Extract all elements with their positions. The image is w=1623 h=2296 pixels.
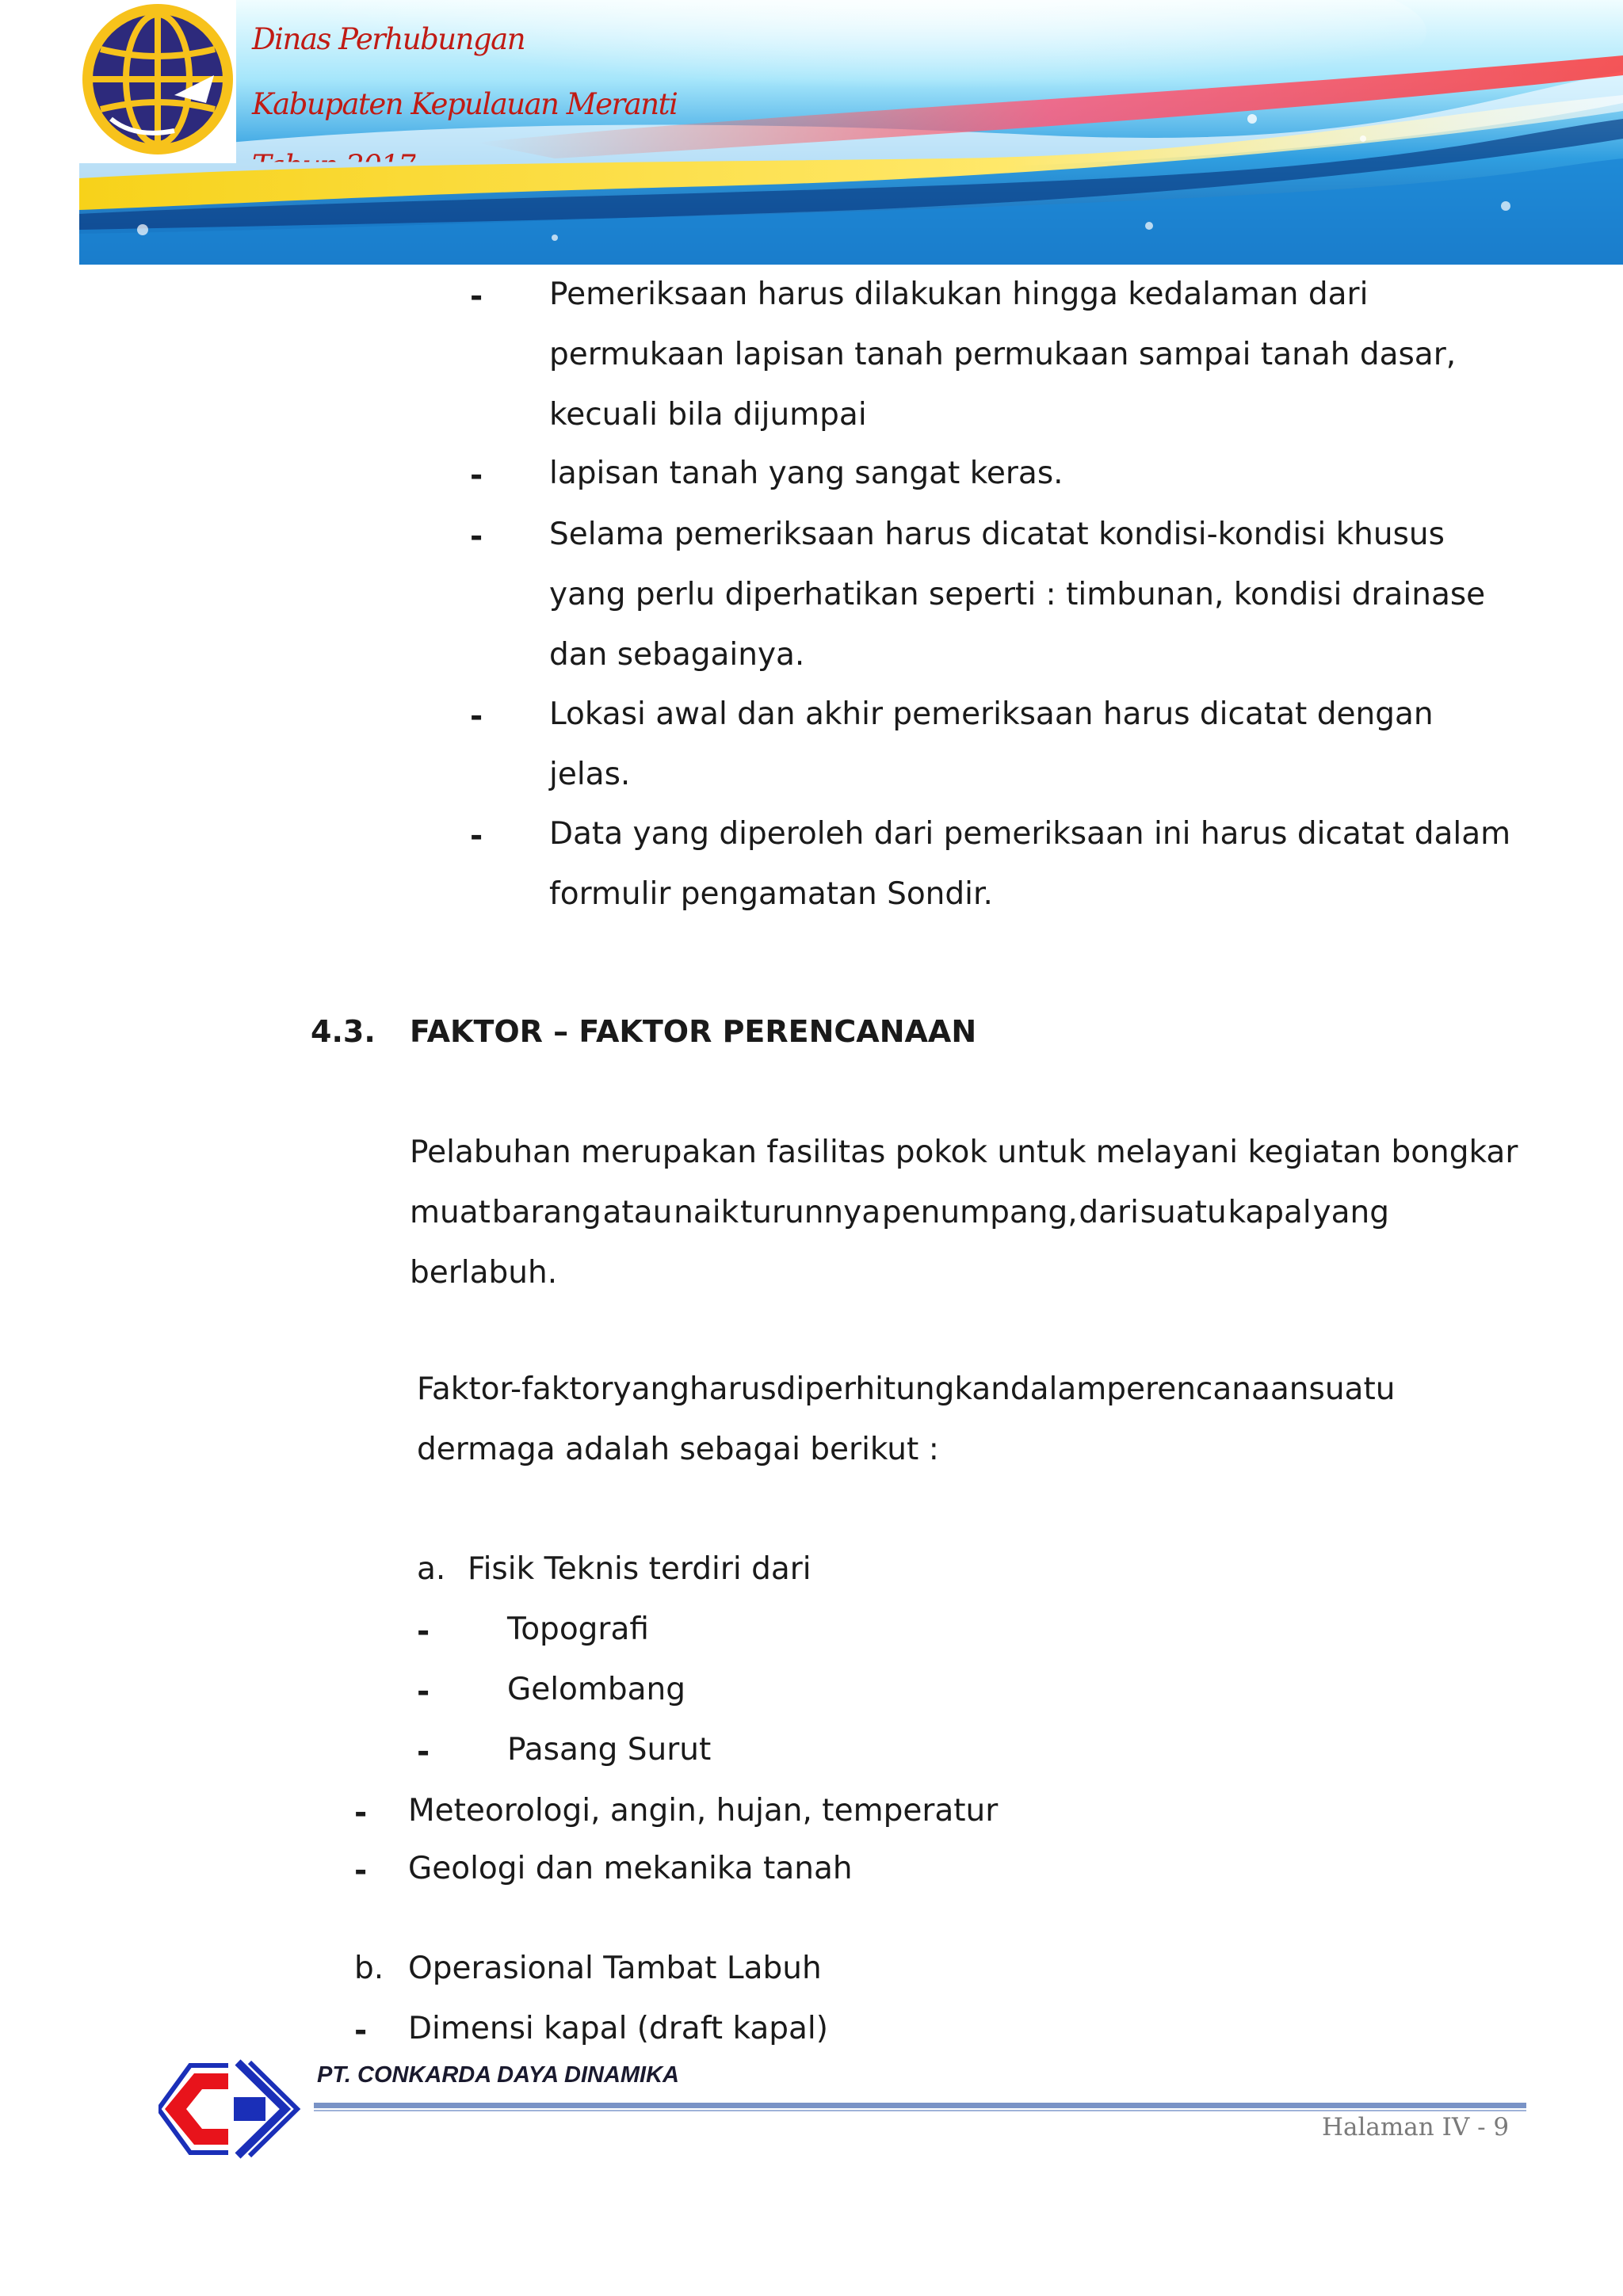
bullet-dash: - (470, 519, 483, 555)
word: turunnya (739, 1195, 881, 1230)
paragraph-line-justified (417, 1371, 1396, 1408)
list-item: Geologi dan mekanika tanah (408, 1851, 853, 1886)
bullet-line: jelas. (549, 757, 631, 792)
bullet-dash: - (354, 2013, 368, 2049)
list-item: Pasang Surut (507, 1732, 712, 1768)
bullet-line: yang perlu diperhatikan seperti : timbunan, kondisi drainase (549, 577, 1486, 612)
list-item: Topografi (507, 1611, 649, 1647)
bullet-dash: - (470, 279, 483, 315)
bullet-line: Selama pemeriksaan harus dicatat kondisi-kondisi khusus (549, 517, 1445, 552)
paragraph-line: berlabuh. (410, 1255, 558, 1291)
word: dalam (1010, 1371, 1107, 1407)
word: suatu (1308, 1371, 1396, 1407)
list-item: Meteorologi, angin, hujan, temperatur (408, 1793, 999, 1829)
word: yang (613, 1371, 689, 1407)
paragraph-line: dermaga adalah sebagai berikut : (417, 1432, 939, 1467)
word: diperhitungkan (776, 1371, 1010, 1407)
bullet-dash: - (470, 458, 483, 494)
section-number: 4.3. (311, 1014, 376, 1049)
conkarda-logo (158, 2056, 301, 2163)
list-item: Gelombang (507, 1672, 686, 1707)
list-item: Dimensi kapal (draft kapal) (408, 2011, 828, 2046)
word: suatu (1140, 1195, 1227, 1230)
bullet-dash: - (354, 1795, 368, 1831)
section-title: FAKTOR – FAKTOR PERENCANAAN (410, 1014, 977, 1049)
list-label: Fisik Teknis terdiri dari (468, 1551, 812, 1587)
page-number: Halaman IV - 9 (1322, 2113, 1510, 2142)
bullet-dash: - (354, 1853, 368, 1889)
bullet-dash: - (417, 1674, 430, 1710)
bullet-dash: - (417, 1614, 430, 1650)
bullet-line: kecuali bila dijumpai (549, 397, 867, 433)
bullet-dash: - (417, 1734, 430, 1770)
word: penumpang, (881, 1195, 1078, 1230)
word: dari (1079, 1195, 1139, 1230)
bullet-dash: - (470, 699, 483, 734)
word: naik (674, 1195, 739, 1230)
header-org-name: Dinas Perhubungan (252, 22, 525, 56)
word: kapal (1228, 1195, 1312, 1230)
conkarda-logo-icon (158, 2056, 301, 2163)
footer-rule-thin (314, 2110, 1526, 2111)
bullet-line: lapisan tanah yang sangat keras. (549, 456, 1064, 491)
paragraph-line-justified (410, 1196, 1389, 1231)
word: yang (1312, 1195, 1389, 1230)
globe-icon (79, 0, 236, 163)
bullet-line: Data yang diperoleh dari pemeriksaan ini harus dicatat dalam (549, 816, 1511, 852)
bullet-line: dan sebagainya. (549, 637, 805, 673)
word: atau (602, 1195, 673, 1230)
bullet-dash: - (470, 818, 483, 854)
word: muat (410, 1195, 491, 1230)
list-marker: b. (354, 1951, 384, 1986)
company-name: PT. CONKARDA DAYA DINAMIKA (317, 2062, 679, 2088)
word: harus (689, 1371, 777, 1407)
word: barang (491, 1195, 601, 1230)
dishub-logo (79, 0, 236, 163)
word: perencanaan (1106, 1371, 1309, 1407)
bullet-line: Pemeriksaan harus dilakukan hingga kedalaman dari (549, 277, 1369, 312)
bullet-line: formulir pengamatan Sondir. (549, 876, 993, 912)
word: Faktor-faktor (417, 1371, 613, 1407)
list-label: Operasional Tambat Labuh (408, 1951, 822, 1986)
header-regency-name: Kabupaten Kepulauan Meranti (252, 87, 678, 121)
footer-rule (314, 2103, 1526, 2108)
bullet-line: Lokasi awal dan akhir pemeriksaan harus dicatat dengan (549, 696, 1434, 732)
bullet-line: permukaan lapisan tanah permukaan sampai tanah dasar, (549, 337, 1457, 372)
paragraph-line: Pelabuhan merupakan fasilitas pokok untuk melayani kegiatan bongkar (410, 1135, 1518, 1170)
list-marker: a. (417, 1551, 446, 1587)
